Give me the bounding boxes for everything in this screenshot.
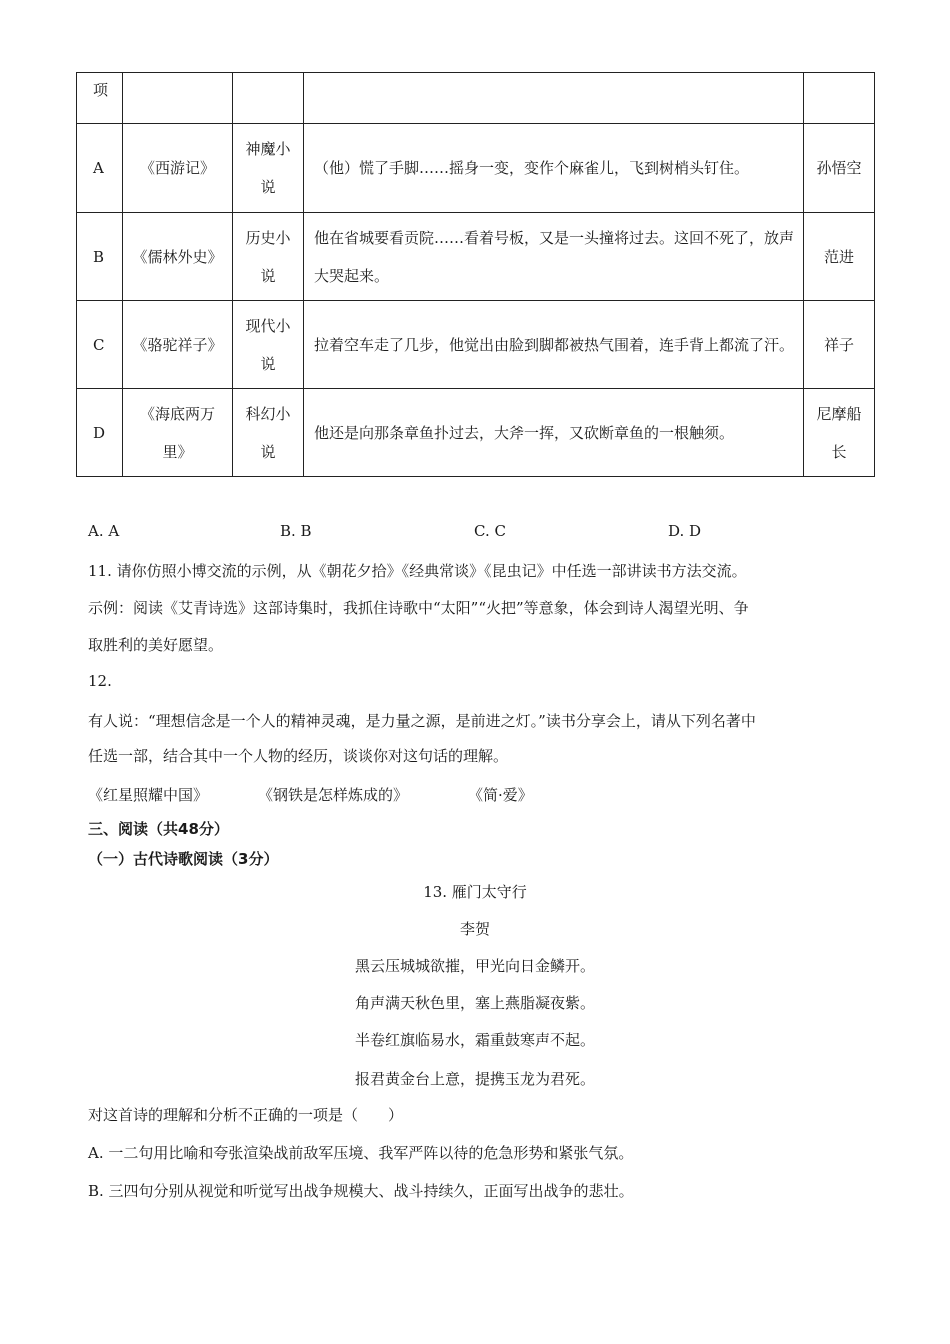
q10-option-c[interactable]: C. C [474, 522, 506, 540]
q10-option-d[interactable]: D. D [668, 522, 702, 540]
row-quote: （他）慌了手脚……摇身一变，变作个麻雀儿，飞到树梢头钉住。 [304, 124, 804, 213]
row-character: 范进 [804, 213, 875, 301]
poem-line: 黑云压城城欲摧，甲光向日金鳞开。 [354, 957, 595, 975]
header-fragment: 项 [93, 80, 109, 99]
row-letter: C [77, 301, 123, 389]
row-letter: B [77, 213, 123, 301]
poem-author: 李贺 [459, 920, 490, 938]
q12-line2: 任选一部，结合其中一个人物的经历，谈谈你对这句话的理解。 [88, 747, 509, 765]
q10-table [76, 72, 875, 477]
book-title: 《钢铁是怎样炼成的》 [258, 786, 409, 804]
section3-title: 三、阅读（共48分） [88, 820, 229, 838]
table-header-row [77, 73, 875, 124]
header-fragment-cell [77, 73, 123, 124]
book-title: 《简·爱》 [468, 786, 533, 804]
row-quote: 拉着空车走了几步，他觉出由脸到脚都被热气围着，连手背上都流了汗。 [304, 301, 804, 389]
empty-cell [304, 73, 804, 124]
row-genre: 历史小说 [233, 213, 304, 301]
row-book: 《骆驼祥子》 [123, 301, 233, 389]
row-quote: 他还是向那条章鱼扑过去，大斧一挥，又砍断章鱼的一根触须。 [304, 389, 804, 477]
poem-line: 角声满天秋色里，塞上燕脂凝夜紫。 [354, 994, 595, 1012]
empty-cell [233, 73, 304, 124]
book-title: 《红星照耀中国》 [88, 786, 209, 804]
row-book: 《西游记》 [123, 124, 233, 213]
q11-example-line1: 示例：阅读《艾青诗选》这部诗集时，我抓住诗歌中“太阳”“火把”等意象，体会到诗人渴望光明、争 [88, 599, 749, 617]
q13-prompt: 对这首诗的理解和分析不正确的一项是（ ） [88, 1106, 404, 1124]
q10-option-a[interactable]: A. A [88, 522, 120, 540]
row-genre: 神魔小说 [233, 124, 304, 213]
table-row [77, 213, 875, 301]
row-genre: 科幻小说 [233, 389, 304, 477]
q13-option-b[interactable]: B. 三四句分别从视觉和听觉写出战争规模大、战斗持续久，正面写出战争的悲壮。 [88, 1182, 634, 1200]
table-row [77, 389, 875, 477]
q11-prompt: 11. 请你仿照小博交流的示例，从《朝花夕拾》《经典常谈》《昆虫记》中任选一部讲读书方法交流。 [88, 562, 747, 580]
row-character: 尼摩船长 [804, 389, 875, 477]
q12-number: 12. [88, 672, 112, 690]
q12-book-list [88, 784, 533, 805]
poem-line: 报君黄金台上意，提携玉龙为君死。 [354, 1070, 595, 1088]
row-book: 《儒林外史》 [123, 213, 233, 301]
row-genre: 现代小说 [233, 301, 304, 389]
q12-line1: 有人说：“理想信念是一个人的精神灵魂，是力量之源，是前进之灯。”读书分享会上，请从下列名著中 [88, 712, 756, 730]
row-letter: A [77, 124, 123, 213]
table-row [77, 301, 875, 389]
row-book: 《海底两万里》 [123, 389, 233, 477]
row-letter: D [77, 389, 123, 477]
empty-cell [123, 73, 233, 124]
row-character: 孙悟空 [804, 124, 875, 213]
row-character: 祥子 [804, 301, 875, 389]
poem-line: 半卷红旗临易水，霜重鼓寒声不起。 [354, 1031, 595, 1049]
table-row [77, 124, 875, 213]
poem-title: 13. 雁门太守行 [423, 883, 527, 901]
q11-example-line2: 取胜利的美好愿望。 [88, 636, 224, 654]
empty-cell [804, 73, 875, 124]
row-quote: 他在省城要看贡院……看着号板，又是一头撞将过去。这回不死了，放声大哭起来。 [304, 213, 804, 301]
section3-subtitle: （一）古代诗歌阅读（3分） [88, 850, 279, 868]
q10-option-b[interactable]: B. B [280, 522, 312, 540]
q13-option-a[interactable]: A. 一二句用比喻和夸张渲染战前敌军压境、我军严阵以待的危急形势和紧张气氛。 [88, 1144, 634, 1162]
